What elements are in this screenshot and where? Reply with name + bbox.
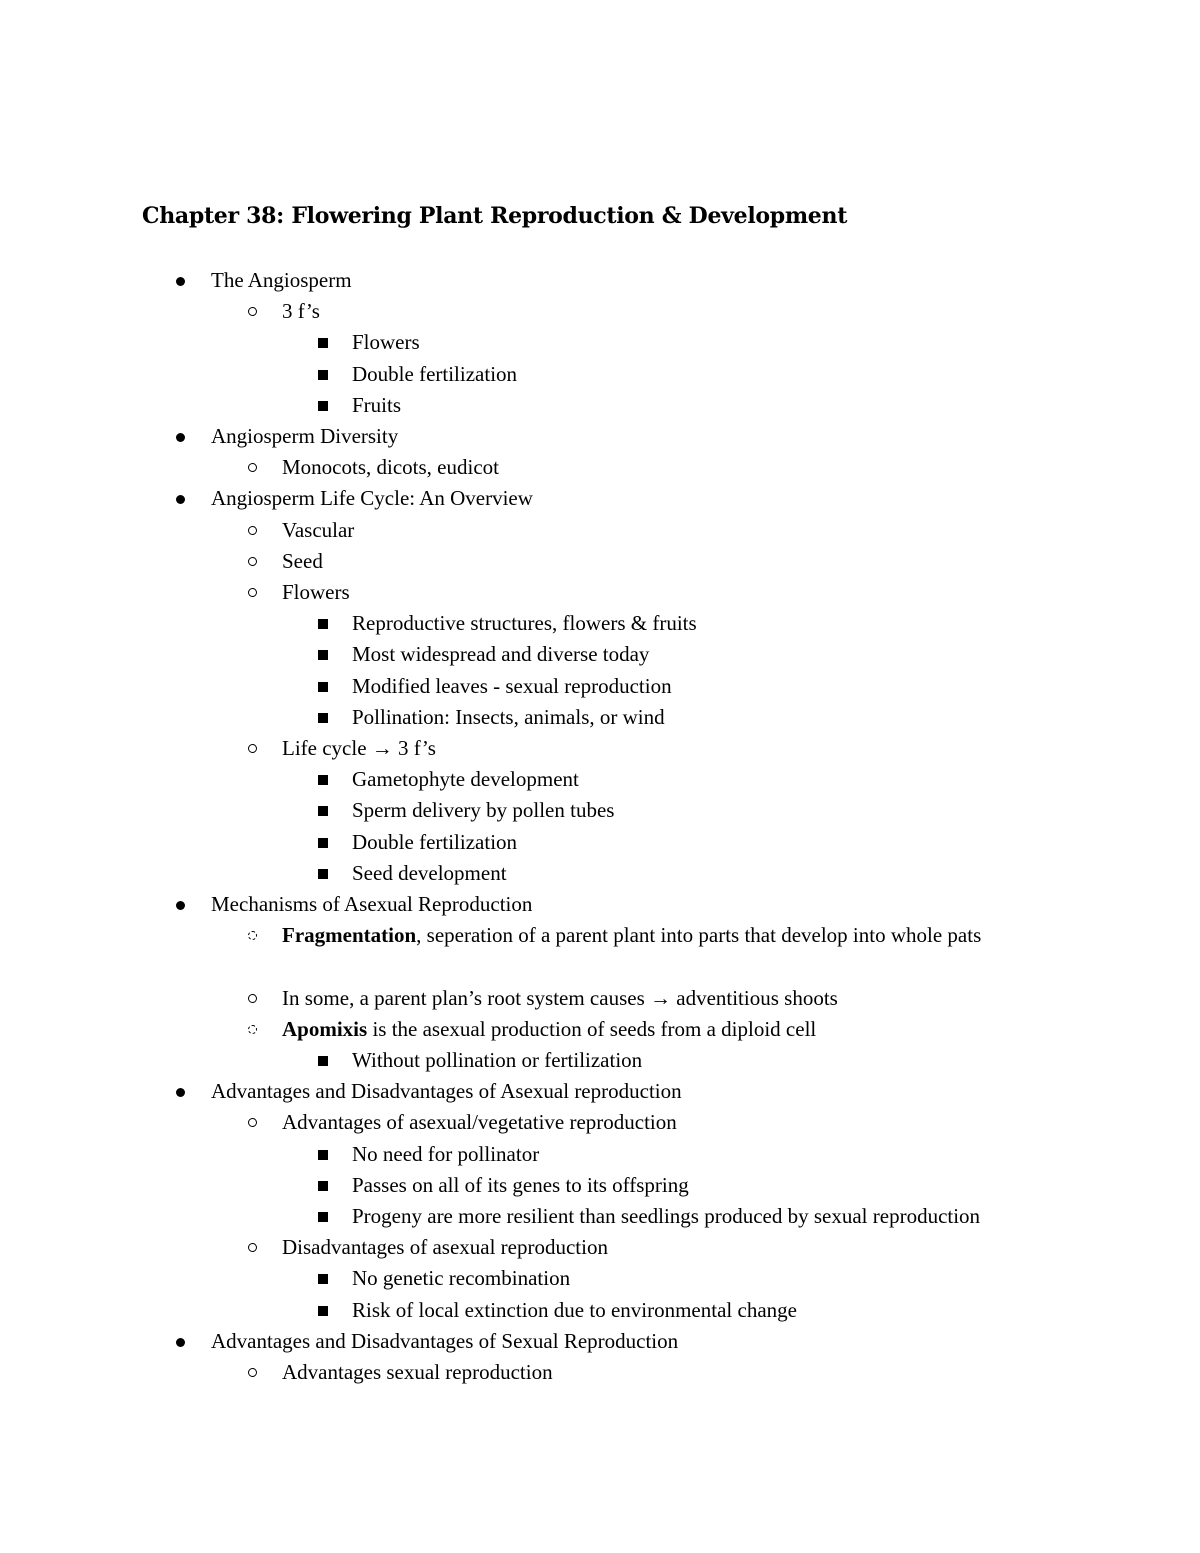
item-text: Double fertilization	[352, 361, 518, 386]
list-item-level-2	[282, 515, 354, 546]
item-text: , seperation of a parent plant into parts that develop into whole pats	[416, 923, 982, 948]
item-text: No need for pollinator	[352, 1141, 540, 1166]
list-item-level-3	[352, 1170, 689, 1201]
item-text: The Angiosperm	[211, 268, 352, 292]
item-text: is the asexual production of seeds from a diploid cell	[367, 1016, 817, 1041]
list-item-level-2	[282, 733, 436, 764]
item-text: Advantages and Disadvantages of Sexual Reproduction	[211, 1328, 679, 1353]
list-item-level-3	[352, 1263, 570, 1294]
list-item-level-3	[352, 702, 665, 733]
list-item-level-3	[352, 764, 579, 795]
item-text: Pollination: Insects, animals, or wind	[352, 704, 665, 729]
item-text: Life cycle → 3 f’s	[282, 736, 436, 760]
list-item-level-2	[282, 577, 350, 608]
list-item-level-3	[352, 1295, 797, 1326]
bold-term: Fragmentation	[282, 923, 417, 948]
item-text: Monocots, dicots, eudicot	[282, 455, 499, 480]
list-item-level-2	[282, 546, 323, 577]
list-item-level-3	[352, 327, 420, 358]
list-item-level-3	[352, 1139, 539, 1170]
item-text: Angiosperm Life Cycle: An Overview	[211, 486, 533, 511]
list-item-level-3	[352, 1045, 642, 1076]
item-text: Advantages sexual reproduction	[282, 1360, 553, 1384]
list-item-level-2	[282, 1107, 677, 1138]
list-item-level-3	[352, 1201, 980, 1232]
page-title: Chapter 38: Flowering Plant Reproduction & Development	[142, 203, 848, 229]
list-item-level-3	[352, 608, 697, 639]
item-text: 3 f’s	[282, 299, 320, 324]
list-item-level-2	[282, 452, 499, 483]
item-text: Progeny are more resilient than seedlings produced by sexual reproduction	[352, 1204, 981, 1228]
item-text: Double fertilization	[352, 829, 518, 854]
item-text: Vascular	[282, 517, 355, 542]
item-text: No genetic recombination	[352, 1266, 571, 1291]
list-item-level-3	[352, 858, 507, 889]
list-item-level-2	[282, 1357, 553, 1388]
item-text: Flowers	[352, 330, 420, 355]
item-text: Advantages and Disadvantages of Asexual reproduction	[211, 1079, 682, 1104]
list-item-level-3	[352, 359, 517, 390]
item-text: Disadvantages of asexual reproduction	[282, 1235, 608, 1260]
item-text: Seed development	[352, 860, 507, 885]
item-text: Without pollination or fertilization	[352, 1048, 643, 1072]
list-item-level-1	[211, 265, 352, 296]
list-item-level-3	[352, 639, 649, 670]
list-item-level-2	[282, 920, 1042, 951]
item-text: Reproductive structures, flowers & fruits	[352, 611, 697, 636]
item-text: Advantages of asexual/vegetative reproduction	[282, 1110, 677, 1135]
list-item-level-1	[211, 889, 532, 920]
list-item-level-2	[282, 983, 838, 1014]
item-text: Passes on all of its genes to its offspring	[352, 1172, 689, 1197]
list-item-level-3	[352, 390, 401, 421]
list-item-level-2	[282, 1014, 816, 1045]
list-item-level-1	[211, 1326, 678, 1357]
item-text: In some, a parent plan’s root system causes → adventitious shoots	[282, 985, 838, 1010]
item-text: Flowers	[282, 580, 350, 604]
list-item-level-3	[352, 827, 517, 858]
item-text: Seed	[282, 548, 323, 573]
list-item-level-1	[211, 421, 398, 452]
item-text: Angiosperm Diversity	[211, 424, 399, 448]
list-item-level-1	[211, 483, 533, 514]
bold-term: Apomixis	[282, 1016, 368, 1041]
list-item-level-3	[352, 671, 672, 702]
list-item-level-3	[352, 795, 614, 826]
list-item-level-2	[282, 296, 320, 327]
item-text: Risk of local extinction due to environmental change	[352, 1297, 797, 1322]
list-item-level-2	[282, 1232, 608, 1263]
item-text: Modified leaves - sexual reproduction	[352, 673, 672, 698]
item-text: Mechanisms of Asexual Reproduction	[211, 892, 533, 916]
item-text: Sperm delivery by pollen tubes	[352, 798, 615, 823]
list-item-level-1	[211, 1076, 682, 1107]
item-text: Most widespread and diverse today	[352, 642, 650, 667]
item-text: Gametophyte development	[352, 767, 579, 792]
item-text: Fruits	[352, 392, 402, 417]
